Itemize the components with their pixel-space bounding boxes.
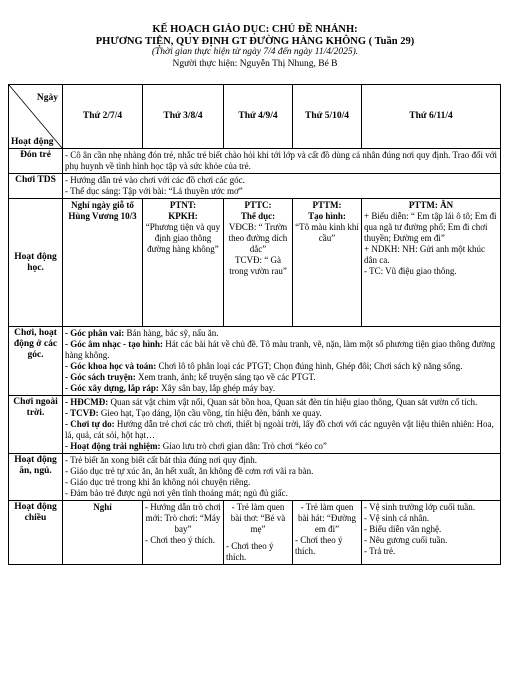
corner-item-title: - Góc sách truyện: <box>65 372 136 382</box>
row-label-outdoor: Chơi ngoài trời. <box>9 396 63 454</box>
corner-item-text: Bán hàng, bác sỹ, nấu ăn. <box>124 328 219 338</box>
corner-item-title: - Góc khoa học và toán: <box>65 361 157 371</box>
row-label-afternoon: Hoạt động chiều <box>9 501 63 565</box>
study-wed-text2: TCVĐ: “ Gà trong vườn rau” <box>229 255 287 276</box>
corner-item <box>65 383 498 394</box>
row-label-welcome: Đón trẻ <box>9 149 63 174</box>
outdoor-item-title: - Chơi tự do: <box>65 419 115 429</box>
afternoon-fri-item: - Vệ sinh trường lớp cuối tuần. <box>364 502 475 512</box>
eat-item: - Đảm bảo trẻ được ngủ nơi yên tĩnh thoáng mát; ngủ đủ giấc. <box>65 488 288 498</box>
corner-item-text: Hát các bài hát về chủ đề. Tô màu tranh, vẽ, nặn, làm một số phương tiện giao thông đường hàng không. <box>65 339 496 360</box>
table-header-row <box>9 85 501 149</box>
row-label-eat: Hoạt động ăn, ngủ. <box>9 454 63 501</box>
welcome-text: - Cô ân cần nhẹ nhàng đón trẻ, nhắc trẻ biết chào hỏi khi tới lớp và cất đồ dùng cá nhân đúng nơi quy định. Trao đổi với phụ huynh về tình hình học tập và sức khỏe của trẻ. <box>63 149 501 174</box>
afternoon-tue <box>143 501 224 565</box>
study-thu-title2: Tạo hình: <box>308 211 346 221</box>
study-tue-title1: PTNT: <box>169 200 197 210</box>
eat-cell <box>63 454 501 501</box>
study-fri <box>362 199 501 327</box>
outdoor-item <box>65 397 498 408</box>
plan-table <box>8 84 501 565</box>
afternoon-fri-item: - Vệ sinh cá nhân. <box>364 513 430 523</box>
outdoor-item-text: Hướng dẫn trẻ chơi các trò chơi, thiết bị ngoài trời, lấy đồ chơi với các nguyên vật liệu thiên nhiên: Hoa, lá, quả, cát sỏi, hột hạt… <box>65 419 494 440</box>
afternoon-thu-1: - Trẻ làm quen bài hát: “Đường em đi” <box>297 502 357 534</box>
study-thu-title1: PTTM: <box>312 200 342 210</box>
row-study <box>9 199 501 327</box>
study-fri-text3: - TC: Vũ điệu giao thông. <box>364 266 457 276</box>
outdoor-item-text: Quan sát vật chìm vật nổi, Quan sát bồn hoa, Quan sát đèn tín hiệu giao thông, Quan sát vườn cổ tích. <box>108 397 478 407</box>
study-fri-title: PTTM: ÂN <box>408 200 454 210</box>
afternoon-tue-1: - Hướng dẫn trò chơi mới: Trò chơi: “Máy bay” <box>145 502 221 534</box>
corners-cell <box>63 327 501 396</box>
study-fri-text2: + NDKH: NH: Gửi anh một khúc dân ca. <box>364 244 485 265</box>
corner-item-title: - Góc âm nhạc - tạo hình: <box>65 339 164 349</box>
corner-item <box>65 328 498 339</box>
row-tds <box>9 174 501 199</box>
afternoon-fri-item: - Biểu diễn văn nghệ. <box>364 524 442 534</box>
outdoor-item-title: - TCVĐ: <box>65 408 99 418</box>
study-tue <box>143 199 224 327</box>
outdoor-item-text: Gieo hạt, Tạo dáng, lộn cầu vồng, tín hiệu đèn, bánh xe quay. <box>98 408 322 418</box>
corner-cell <box>9 85 63 149</box>
outdoor-item-title: - HĐCMĐ: <box>65 397 109 407</box>
study-tue-title2: KPKH: <box>168 211 198 221</box>
study-wed <box>224 199 293 327</box>
tds-cell <box>63 174 501 199</box>
row-corners <box>9 327 501 396</box>
afternoon-fri-item: - Nêu gương cuối tuần. <box>364 535 448 545</box>
eat-item: - Giáo dục trẻ trong khi ăn không nói chuyện riêng. <box>65 477 251 487</box>
row-label-study: Hoạt động học. <box>9 199 63 327</box>
row-label-tds: Chơi TDS <box>9 174 63 199</box>
tds-line-2: - Thể dục sáng: Tập với bài: “Lá thuyền ước mơ” <box>65 186 243 196</box>
row-afternoon <box>9 501 501 565</box>
corner-item <box>65 372 498 383</box>
afternoon-tue-2: - Chơi theo ý thích. <box>145 535 216 545</box>
day-header-thu: Thứ 5/10/4 <box>293 85 362 149</box>
eat-item: - Trẻ biết ăn xong biết cất bát thìa đúng nơi quy định. <box>65 455 257 465</box>
afternoon-wed-1: - Trẻ làm quen bài thơ: “Bé và mẹ” <box>230 502 286 534</box>
afternoon-wed-2: - Chơi theo ý thích. <box>226 541 274 562</box>
corner-item-text: Xem tranh, ảnh; kể truyện sáng tạo về các PTGT. <box>135 372 316 382</box>
row-welcome <box>9 149 501 174</box>
study-tue-text: “Phương tiện và quy định giao thông đường hàng không” <box>145 222 221 254</box>
corner-day-label: Ngày <box>36 93 58 103</box>
outdoor-item <box>65 419 498 441</box>
title-line-1: KẾ HOẠCH GIÁO DỤC: CHỦ ĐỀ NHÁNH: <box>152 24 358 35</box>
outdoor-item-text: Giao lưu trò chơi gian dân: Trò chơi “kéo co” <box>160 441 327 451</box>
corner-item <box>65 361 498 372</box>
outdoor-item <box>65 441 498 452</box>
afternoon-fri <box>362 501 501 565</box>
study-wed-title2: Thể dục: <box>240 211 276 221</box>
day-header-mon: Thứ 2/7/4 <box>63 85 143 149</box>
eat-item: - Giáo dục trẻ tự xúc ăn, ăn hết xuất, ăn không đề cơm rơi vãi ra bàn. <box>65 466 314 476</box>
outdoor-item <box>65 408 498 419</box>
study-mon <box>63 199 143 327</box>
teacher-line: Người thực hiện: Nguyễn Thị Nhung, Bé B <box>172 58 338 69</box>
afternoon-thu-2: - Chơi theo ý thích. <box>295 535 343 556</box>
row-label-corners: Chơi, hoạt động ở các góc. <box>9 327 63 396</box>
tds-line-1: - Hướng dẫn trẻ vào chơi với các đồ chơi các góc. <box>65 175 245 185</box>
afternoon-mon: Nghỉ <box>63 501 143 565</box>
study-thu <box>293 199 362 327</box>
outdoor-item-title: - Hoạt động trải nghiệm: <box>65 441 161 451</box>
document-header <box>0 0 510 70</box>
study-fri-text1: + Biểu diễn: “ Em tập lái ô tô; Em đi qua ngã tư đường phố; Em đi chơi thuyền; Đường em đi” <box>364 211 497 243</box>
corner-item <box>65 339 498 361</box>
study-wed-text1: VĐCB: “ Trườn theo đường dích dắc” <box>228 222 288 254</box>
day-header-wed: Thứ 4/9/4 <box>224 85 293 149</box>
afternoon-fri-item: - Trả trẻ. <box>364 546 396 556</box>
study-wed-title1: PTTC: <box>244 200 272 210</box>
outdoor-cell <box>63 396 501 454</box>
row-outdoor <box>9 396 501 454</box>
study-thu-text: “Tô màu kinh khí cầu” <box>295 222 359 243</box>
corner-item-text: Xây sân bay, lắp ghép máy bay. <box>158 383 275 393</box>
day-header-tue: Thứ 3/8/4 <box>143 85 224 149</box>
study-mon-title: Nghỉ ngày giỗ tổ Hùng Vương 10/3 <box>68 200 137 221</box>
corner-activity-label: Hoạt động <box>11 137 54 147</box>
corner-item-title: - Góc phân vai: <box>65 328 125 338</box>
title-line-2: PHƯƠNG TIỆN, QUY ĐỊNH GT ĐƯỜNG HÀNG KHÔNG ( Tuần 29) <box>95 35 415 47</box>
corner-item-text: Chơi lô tô phân loại các PTGT; Chọn đúng hình, Ghép đôi; Chơi sách kỹ năng sống. <box>156 361 463 371</box>
day-header-fri: Thứ 6/11/4 <box>362 85 501 149</box>
afternoon-wed <box>224 501 293 565</box>
row-eat <box>9 454 501 501</box>
corner-item-title: - Góc xây dựng, lắp ráp: <box>65 383 159 393</box>
period-line: (Thời gian thực hiện từ ngày 7/4 đến ngày 11/4/2025). <box>151 47 359 57</box>
afternoon-thu <box>293 501 362 565</box>
